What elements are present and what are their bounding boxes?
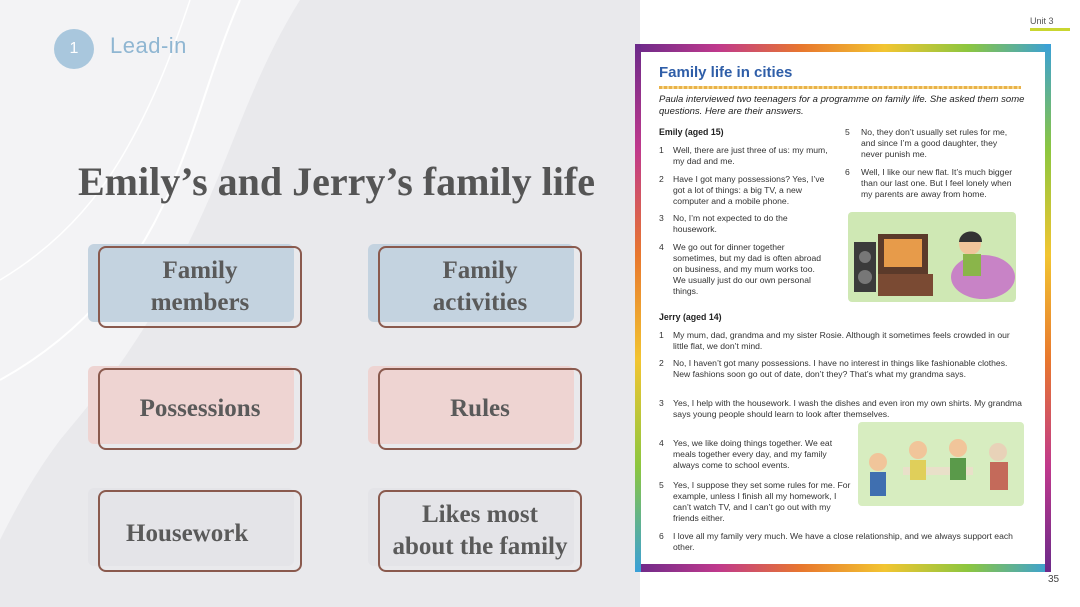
- jerry-answer-1: My mum, dad, grandma and my sister Rosie. Although it sometimes feels crowded in our little flat, we don’t mind.: [673, 330, 1010, 351]
- unit-tag-underline: [1030, 28, 1070, 31]
- answer-number: 2: [659, 174, 664, 184]
- jerry-answer-4: Yes, we like doing things together. We eat meals together every day, and my family always come to school events.: [673, 438, 833, 470]
- unit-tag: Unit 3: [1030, 16, 1054, 26]
- jerry-heading: Jerry (aged 14): [659, 312, 722, 322]
- slide-title: Emily’s and Jerry’s family life: [78, 159, 595, 204]
- jerry-answer-3: Yes, I help with the housework. I wash the dishes and even iron my own shirts. My grandma says young people should learn to look after themselves.: [673, 398, 1022, 419]
- answer-number: 5: [845, 127, 850, 137]
- answer-number: 3: [659, 398, 664, 408]
- page-border-top: [635, 44, 1051, 52]
- jerry-family-illustration: [858, 422, 1024, 506]
- answer-number: 4: [659, 242, 664, 252]
- emily-answer-5: No, they don’t usually set rules for me, and since I’m a good daughter, they never punish me.: [861, 127, 1008, 159]
- page-border-left: [635, 44, 641, 572]
- jerry-answer-2: No, I haven’t got many possessions. I have no interest in things like fashionable clothes. New fashions soon go out of date, don’t they? That’s what my grandma says.: [673, 358, 1008, 379]
- answer-number: 6: [845, 167, 850, 177]
- emily-answer-2: Have I got many possessions? Yes, I’ve got a lot of things: a big TV, a new computer and a mobile phone.: [673, 174, 825, 206]
- card-label: Housework: [98, 490, 302, 572]
- emily-heading: Emily (aged 15): [659, 127, 724, 137]
- jerry-answer-5: Yes, I suppose they set some rules for me. For example, unless I finish all my homework, I can’t watch TV, and I can’t go out with my friends either.: [673, 480, 851, 523]
- card-label: Possessions: [98, 368, 302, 450]
- article-intro: Paula interviewed two teenagers for a programme on family life. She asked them some questions. Here are their answers.: [659, 94, 1025, 117]
- jerry-answer-6: I love all my family very much. We have a close relationship, and we always support each other.: [673, 531, 1013, 552]
- card-family-activities[interactable]: [378, 246, 582, 328]
- card-housework[interactable]: [98, 490, 302, 572]
- card-label: Family members: [98, 246, 302, 328]
- answer-number: 4: [659, 438, 664, 448]
- card-label: Rules: [378, 368, 582, 450]
- article-title: Family life in cities: [659, 64, 793, 81]
- answer-number: 5: [659, 480, 664, 490]
- emily-answer-4: We go out for dinner together sometimes, but my dad is often abroad on business, and my mum works too. We usually just do our own personal things.: [673, 242, 822, 296]
- article-title-rule: [659, 86, 1021, 89]
- card-label: Family activities: [378, 246, 582, 328]
- emily-answer-3: No, I’m not expected to do the housework.: [673, 213, 788, 234]
- page-number: 35: [1048, 574, 1060, 585]
- answer-number: 1: [659, 145, 664, 155]
- answer-number: 6: [659, 531, 664, 541]
- card-family-members[interactable]: [98, 246, 302, 328]
- emily-illustration: [848, 212, 1016, 302]
- page-border-right: [1045, 44, 1051, 572]
- lead-label: Lead-in: [110, 33, 187, 58]
- page-border-bottom: [635, 564, 1051, 572]
- answer-number: 3: [659, 213, 664, 223]
- card-likes-most[interactable]: [378, 490, 582, 572]
- card-rules[interactable]: [378, 368, 582, 450]
- answer-number: 1: [659, 330, 664, 340]
- emily-answer-6: Well, I like our new flat. It’s much bigger than our last one. But I feel lonely when my parents are away from home.: [861, 167, 1013, 199]
- emily-answer-1: Well, there are just three of us: my mum, my dad and me.: [673, 145, 828, 166]
- lead-number-badge: 1: [54, 29, 94, 69]
- answer-number: 2: [659, 358, 664, 368]
- card-label: Likes most about the family: [378, 490, 582, 572]
- card-possessions[interactable]: [98, 368, 302, 450]
